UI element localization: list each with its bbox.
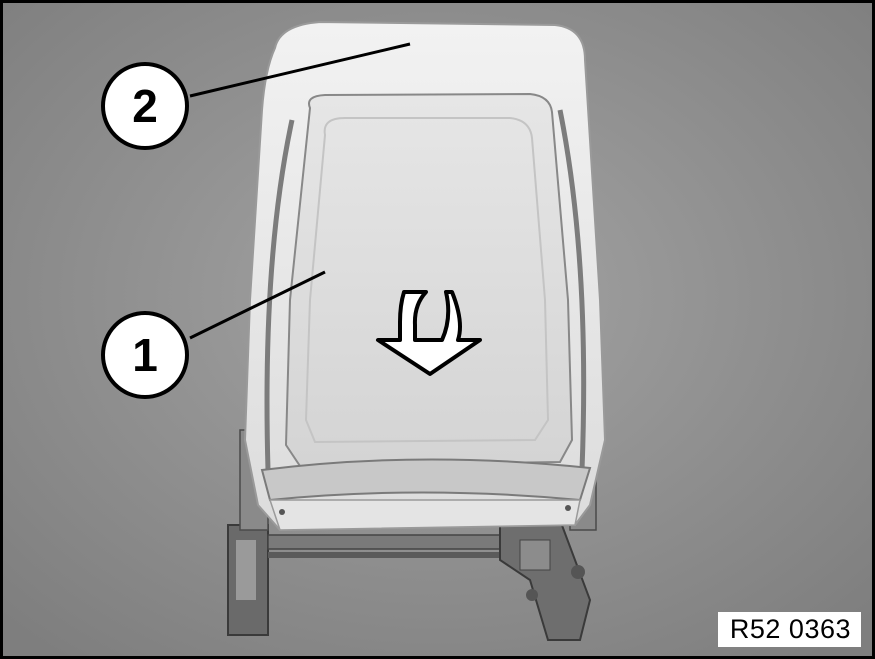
callout-2	[103, 64, 187, 148]
screw-right	[565, 505, 571, 511]
callout-1	[103, 313, 187, 397]
reference-code: R52 0363	[718, 612, 861, 647]
callout-1-label: 1	[132, 329, 158, 381]
callout-2-label: 2	[132, 80, 158, 132]
screw-left	[279, 509, 285, 515]
lower-trim	[270, 500, 580, 530]
backrest-panel	[286, 94, 572, 466]
